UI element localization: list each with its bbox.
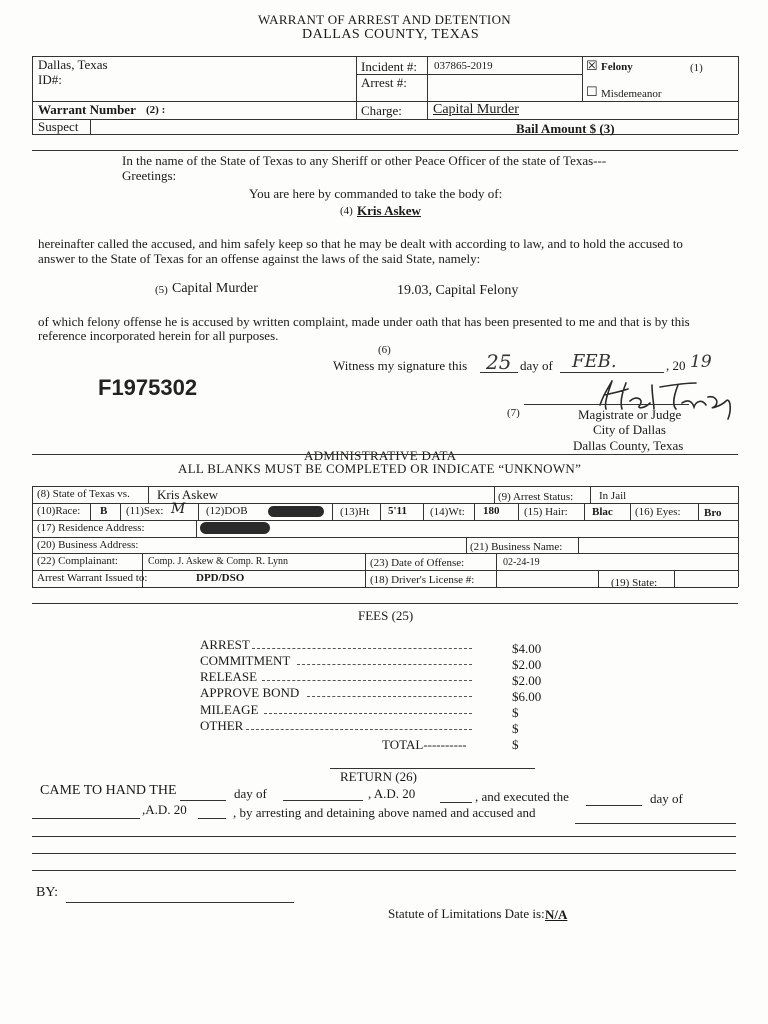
- arrest-number-label: Arrest #:: [361, 75, 407, 90]
- return-title: RETURN (26): [340, 769, 417, 784]
- residence-label: (17) Residence Address:: [37, 522, 145, 534]
- complainant-label: (22) Complainant:: [37, 555, 118, 567]
- arrest-status-label: (9) Arrest Status:: [498, 491, 574, 503]
- misdemeanor-label: Misdemeanor: [601, 88, 662, 100]
- fee-label: ARREST: [200, 637, 250, 652]
- offense-date-label: (23) Date of Offense:: [370, 557, 465, 569]
- fee-amount: $: [512, 705, 519, 720]
- magistrate-city: City of Dallas: [593, 422, 666, 437]
- felony-label: Felony: [601, 61, 633, 73]
- accused-number: (4): [340, 205, 353, 217]
- arrest-status-value: In Jail: [599, 490, 627, 502]
- offense-date-value: 02-24-19: [503, 557, 540, 568]
- return-ad20: , A.D. 20: [368, 786, 416, 801]
- fee-label: RELEASE: [200, 669, 258, 684]
- return-arresting-text: , by arresting and detaining above named and accused and: [233, 805, 536, 820]
- fee-amount: $2.00: [512, 673, 542, 688]
- charge-label: Charge:: [361, 103, 402, 118]
- fee-total-amount: $: [512, 737, 519, 752]
- fee-amount: $: [512, 721, 519, 736]
- paragraph-1b: answer to the State of Texas for an offense against the laws of the said State, namely:: [38, 251, 481, 266]
- offense-statute: 19.03, Capital Felony: [397, 283, 519, 298]
- witness-day: 25: [486, 350, 512, 374]
- witness-year-prefix: , 20: [666, 358, 686, 373]
- hair-label: (15) Hair:: [524, 506, 568, 518]
- offense-number: (5): [155, 284, 168, 296]
- state-label: (19) State:: [611, 577, 658, 589]
- fee-label: MILEAGE: [200, 702, 259, 717]
- eyes-value: Bro: [704, 507, 722, 519]
- bail-amount-label: Bail Amount $ (3): [516, 121, 615, 136]
- statute-label: Statute of Limitations Date is:: [388, 906, 545, 921]
- offense-name: Capital Murder: [172, 281, 258, 296]
- document-subtitle: DALLAS COUNTY, TEXAS: [302, 27, 480, 42]
- dob-redaction: [268, 506, 324, 517]
- state-vs-label: (8) State of Texas vs.: [37, 488, 130, 500]
- paragraph-2a: of which felony offense he is accused by written complaint, made under oath that has been presented to me and that is by this: [38, 314, 690, 329]
- fee-label: APPROVE BOND: [200, 685, 300, 700]
- came-to-hand-text: CAME TO HAND THE: [40, 783, 177, 798]
- fee-label: COMMITMENT: [200, 653, 291, 668]
- by-label: BY:: [36, 885, 59, 900]
- fee-total-label: TOTAL----------: [382, 737, 467, 752]
- weight-label: (14)Wt:: [430, 506, 465, 518]
- admin-subtitle: ALL BLANKS MUST BE COMPLETED OR INDICATE “UNKNOWN”: [178, 461, 582, 476]
- fees-title: FEES (25): [358, 608, 414, 623]
- incident-label: Incident #:: [361, 59, 417, 74]
- city-label: Dallas, Texas: [38, 57, 108, 72]
- magistrate-county: Dallas County, Texas: [573, 438, 684, 453]
- charge-value: Capital Murder: [433, 102, 519, 117]
- witness-number: (6): [378, 344, 391, 356]
- felony-number: (1): [690, 62, 703, 74]
- return-executed-text: , and executed the: [475, 789, 569, 804]
- id-label: ID#:: [38, 72, 62, 87]
- return-ad20-b: ,A.D. 20: [142, 802, 187, 817]
- witness-year: 19: [690, 352, 712, 372]
- greetings: Greetings:: [122, 168, 177, 183]
- weight-value: 180: [483, 505, 500, 517]
- case-number: F1975302: [98, 375, 198, 400]
- warrant-number-label: Warrant Number: [38, 102, 136, 117]
- height-label: (13)Ht: [340, 506, 370, 518]
- height-value: 5'11: [388, 505, 407, 517]
- magistrate-title: Magistrate or Judge: [578, 407, 682, 422]
- felony-checkbox: ☒: [586, 58, 598, 73]
- complainant-value: Comp. J. Askew & Comp. R. Lynn: [148, 556, 289, 567]
- witness-text: Witness my signature this: [333, 358, 468, 373]
- command-text: You are here by commanded to take the body of:: [249, 186, 503, 201]
- witness-day-of: day of: [520, 358, 553, 373]
- magistrate-number: (7): [507, 407, 520, 419]
- drivers-license-label: (18) Driver's License #:: [370, 574, 475, 586]
- race-value: B: [100, 505, 108, 517]
- dob-label: (12)DOB: [206, 505, 248, 517]
- command-line: In the name of the State of Texas to any Sheriff or other Peace Officer of the state of Texas---: [122, 153, 607, 168]
- statute-value: N/A: [545, 907, 568, 922]
- residence-redaction: [200, 522, 270, 534]
- hair-value: Blac: [592, 506, 613, 518]
- sex-label: (11)Sex:: [126, 505, 164, 517]
- witness-month: FEB.: [572, 351, 617, 372]
- incident-value: 037865-2019: [434, 60, 493, 72]
- return-day-of-2: day of: [650, 791, 683, 806]
- sex-value: M: [171, 501, 186, 517]
- warrant-number-field: (2) :: [146, 104, 166, 116]
- business-name-label: (21) Business Name:: [470, 541, 563, 553]
- admin-title: ADMINISTRATIVE DATA: [304, 448, 457, 463]
- fee-amount: $4.00: [512, 641, 542, 656]
- fee-label: OTHER: [200, 718, 244, 733]
- eyes-label: (16) Eyes:: [635, 506, 681, 518]
- issued-to-label: Arrest Warrant Issued to:: [37, 572, 148, 584]
- return-day-of: day of: [234, 786, 267, 801]
- issued-to-value: DPD/DSO: [196, 572, 245, 584]
- fee-amount: $2.00: [512, 657, 542, 672]
- race-label: (10)Race:: [37, 505, 81, 517]
- business-address-label: (20) Business Address:: [37, 539, 139, 551]
- paragraph-1a: hereinafter called the accused, and him safely keep so that he may be dealt with according to law, and to hold the accused to: [38, 236, 683, 251]
- fee-amount: $6.00: [512, 689, 542, 704]
- state-vs-value: Kris Askew: [157, 487, 219, 502]
- suspect-label: Suspect: [38, 119, 79, 134]
- accused-name: Kris Askew: [357, 203, 421, 218]
- paragraph-2b: reference incorporated herein for all purposes.: [38, 328, 279, 343]
- document-title: WARRANT OF ARREST AND DETENTION: [258, 12, 511, 27]
- misdemeanor-checkbox: ☐: [586, 84, 598, 99]
